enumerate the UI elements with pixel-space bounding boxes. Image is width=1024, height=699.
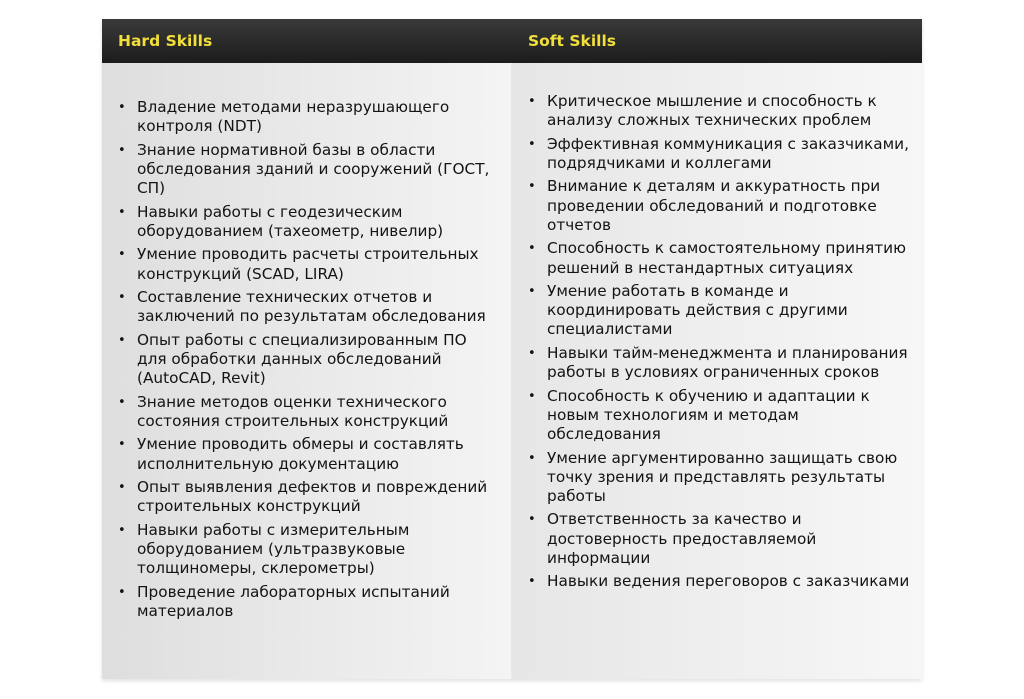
hard-skill-item-text: Опыт работы с специализированным ПО для обработки данных обследований (AutoCAD, Revit) xyxy=(137,330,467,388)
hard-skill-item-text: Владение методами неразрушающего контроля (NDT) xyxy=(137,98,450,136)
table-body xyxy=(102,63,922,679)
soft-skill-item xyxy=(528,449,910,507)
hard-skill-item-text: Проведение лабораторных испытаний материалов xyxy=(137,582,450,620)
bullet-icon: • xyxy=(118,584,126,600)
hard-skill-item xyxy=(118,203,499,241)
soft-skill-item-text: Умение аргументированно защищать свою точку зрения и представлять результаты работы xyxy=(547,448,898,505)
bullet-icon: • xyxy=(528,574,536,590)
hard-skills-column xyxy=(102,63,512,679)
hard-skill-item xyxy=(118,521,499,579)
soft-skill-item xyxy=(528,510,910,568)
bullet-icon: • xyxy=(118,480,126,496)
soft-skill-item xyxy=(528,135,910,173)
hard-skill-item-text: Знание нормативной базы в области обследования зданий и сооружений (ГОСТ, СП) xyxy=(137,140,490,198)
bullet-icon: • xyxy=(118,100,126,115)
hard-skill-item xyxy=(118,141,499,199)
hard-skill-item xyxy=(118,98,499,136)
bullet-icon: • xyxy=(118,290,126,306)
soft-skill-item-text: Критическое мышление и способность к анализу сложных технических проблем xyxy=(547,92,877,130)
hard-skill-item xyxy=(118,393,499,431)
soft-skills-list xyxy=(512,92,910,592)
soft-skill-item xyxy=(528,282,910,340)
soft-skills-header: Soft Skills xyxy=(528,32,616,50)
soft-skill-item-text: Эффективная коммуникация с заказчиками, подрядчиками и коллегами xyxy=(547,134,909,172)
soft-skill-item-text: Умение работать в команде и координировать действия с другими специалистами xyxy=(547,282,848,339)
soft-skill-item-text: Навыки тайм-менеджмента и планирования работы в условиях ограниченных сроков xyxy=(547,343,908,382)
bullet-icon: • xyxy=(118,204,126,220)
hard-skill-item xyxy=(118,583,499,621)
bullet-icon: • xyxy=(118,522,126,538)
bullet-icon: • xyxy=(528,388,536,404)
hard-skills-header: Hard Skills xyxy=(118,32,213,50)
soft-skill-item-text: Навыки ведения переговоров с заказчиками xyxy=(547,572,910,591)
hard-skill-item-text: Навыки работы с измерительным оборудованием (ультразвуковые толщиномеры, склерометры) xyxy=(137,520,410,578)
bullet-icon: • xyxy=(528,284,536,300)
soft-skill-item-text: Внимание к деталям и аккуратность при проведении обследований и подготовке отчетов xyxy=(547,177,881,234)
soft-skill-item-text: Способность к обучению и адаптации к новым технологиям и методам обследования xyxy=(547,386,870,444)
soft-skill-item xyxy=(528,239,910,277)
soft-skill-item xyxy=(528,387,910,445)
soft-skill-item xyxy=(528,344,910,382)
soft-skill-item xyxy=(528,92,910,130)
soft-skill-item-text: Способность к самостоятельному принятию решений в нестандартных ситуациях xyxy=(547,239,906,277)
bullet-icon: • xyxy=(528,94,536,109)
table-header xyxy=(102,19,922,63)
hard-skill-item xyxy=(118,288,499,326)
hard-skill-item-text: Составление технических отчетов и заключений по результатам обследования xyxy=(137,288,486,326)
bullet-icon: • xyxy=(528,241,536,257)
bullet-icon: • xyxy=(528,179,536,195)
bullet-icon: • xyxy=(528,136,536,152)
soft-skill-item xyxy=(528,572,910,591)
soft-skill-item xyxy=(528,177,910,235)
hard-skills-list xyxy=(102,98,499,621)
soft-skill-item-text: Ответственность за качество и достоверность предоставляемой информации xyxy=(547,510,817,567)
hard-skill-item xyxy=(118,478,499,516)
soft-skills-column xyxy=(512,63,922,679)
bullet-icon: • xyxy=(528,450,536,466)
hard-skill-item-text: Умение проводить обмеры и составлять исполнительную документацию xyxy=(137,435,464,473)
bullet-icon: • xyxy=(118,142,126,158)
bullet-icon: • xyxy=(528,345,536,361)
bullet-icon: • xyxy=(118,437,126,453)
bullet-icon: • xyxy=(528,512,536,528)
hard-skill-item xyxy=(118,435,499,473)
hard-skill-item-text: Навыки работы с геодезическим оборудованием (тахеометр, нивелир) xyxy=(137,202,444,240)
skills-table xyxy=(102,19,922,679)
hard-skill-item xyxy=(118,245,499,283)
hard-skill-item-text: Знание методов оценки технического состояния строительных конструкций xyxy=(137,392,449,430)
hard-skill-item xyxy=(118,331,499,389)
bullet-icon: • xyxy=(118,332,126,348)
bullet-icon: • xyxy=(118,394,126,410)
hard-skill-item-text: Умение проводить расчеты строительных конструкций (SCAD, LIRA) xyxy=(137,245,479,283)
hard-skill-item-text: Опыт выявления дефектов и повреждений строительных конструкций xyxy=(137,478,488,516)
bullet-icon: • xyxy=(118,247,126,263)
